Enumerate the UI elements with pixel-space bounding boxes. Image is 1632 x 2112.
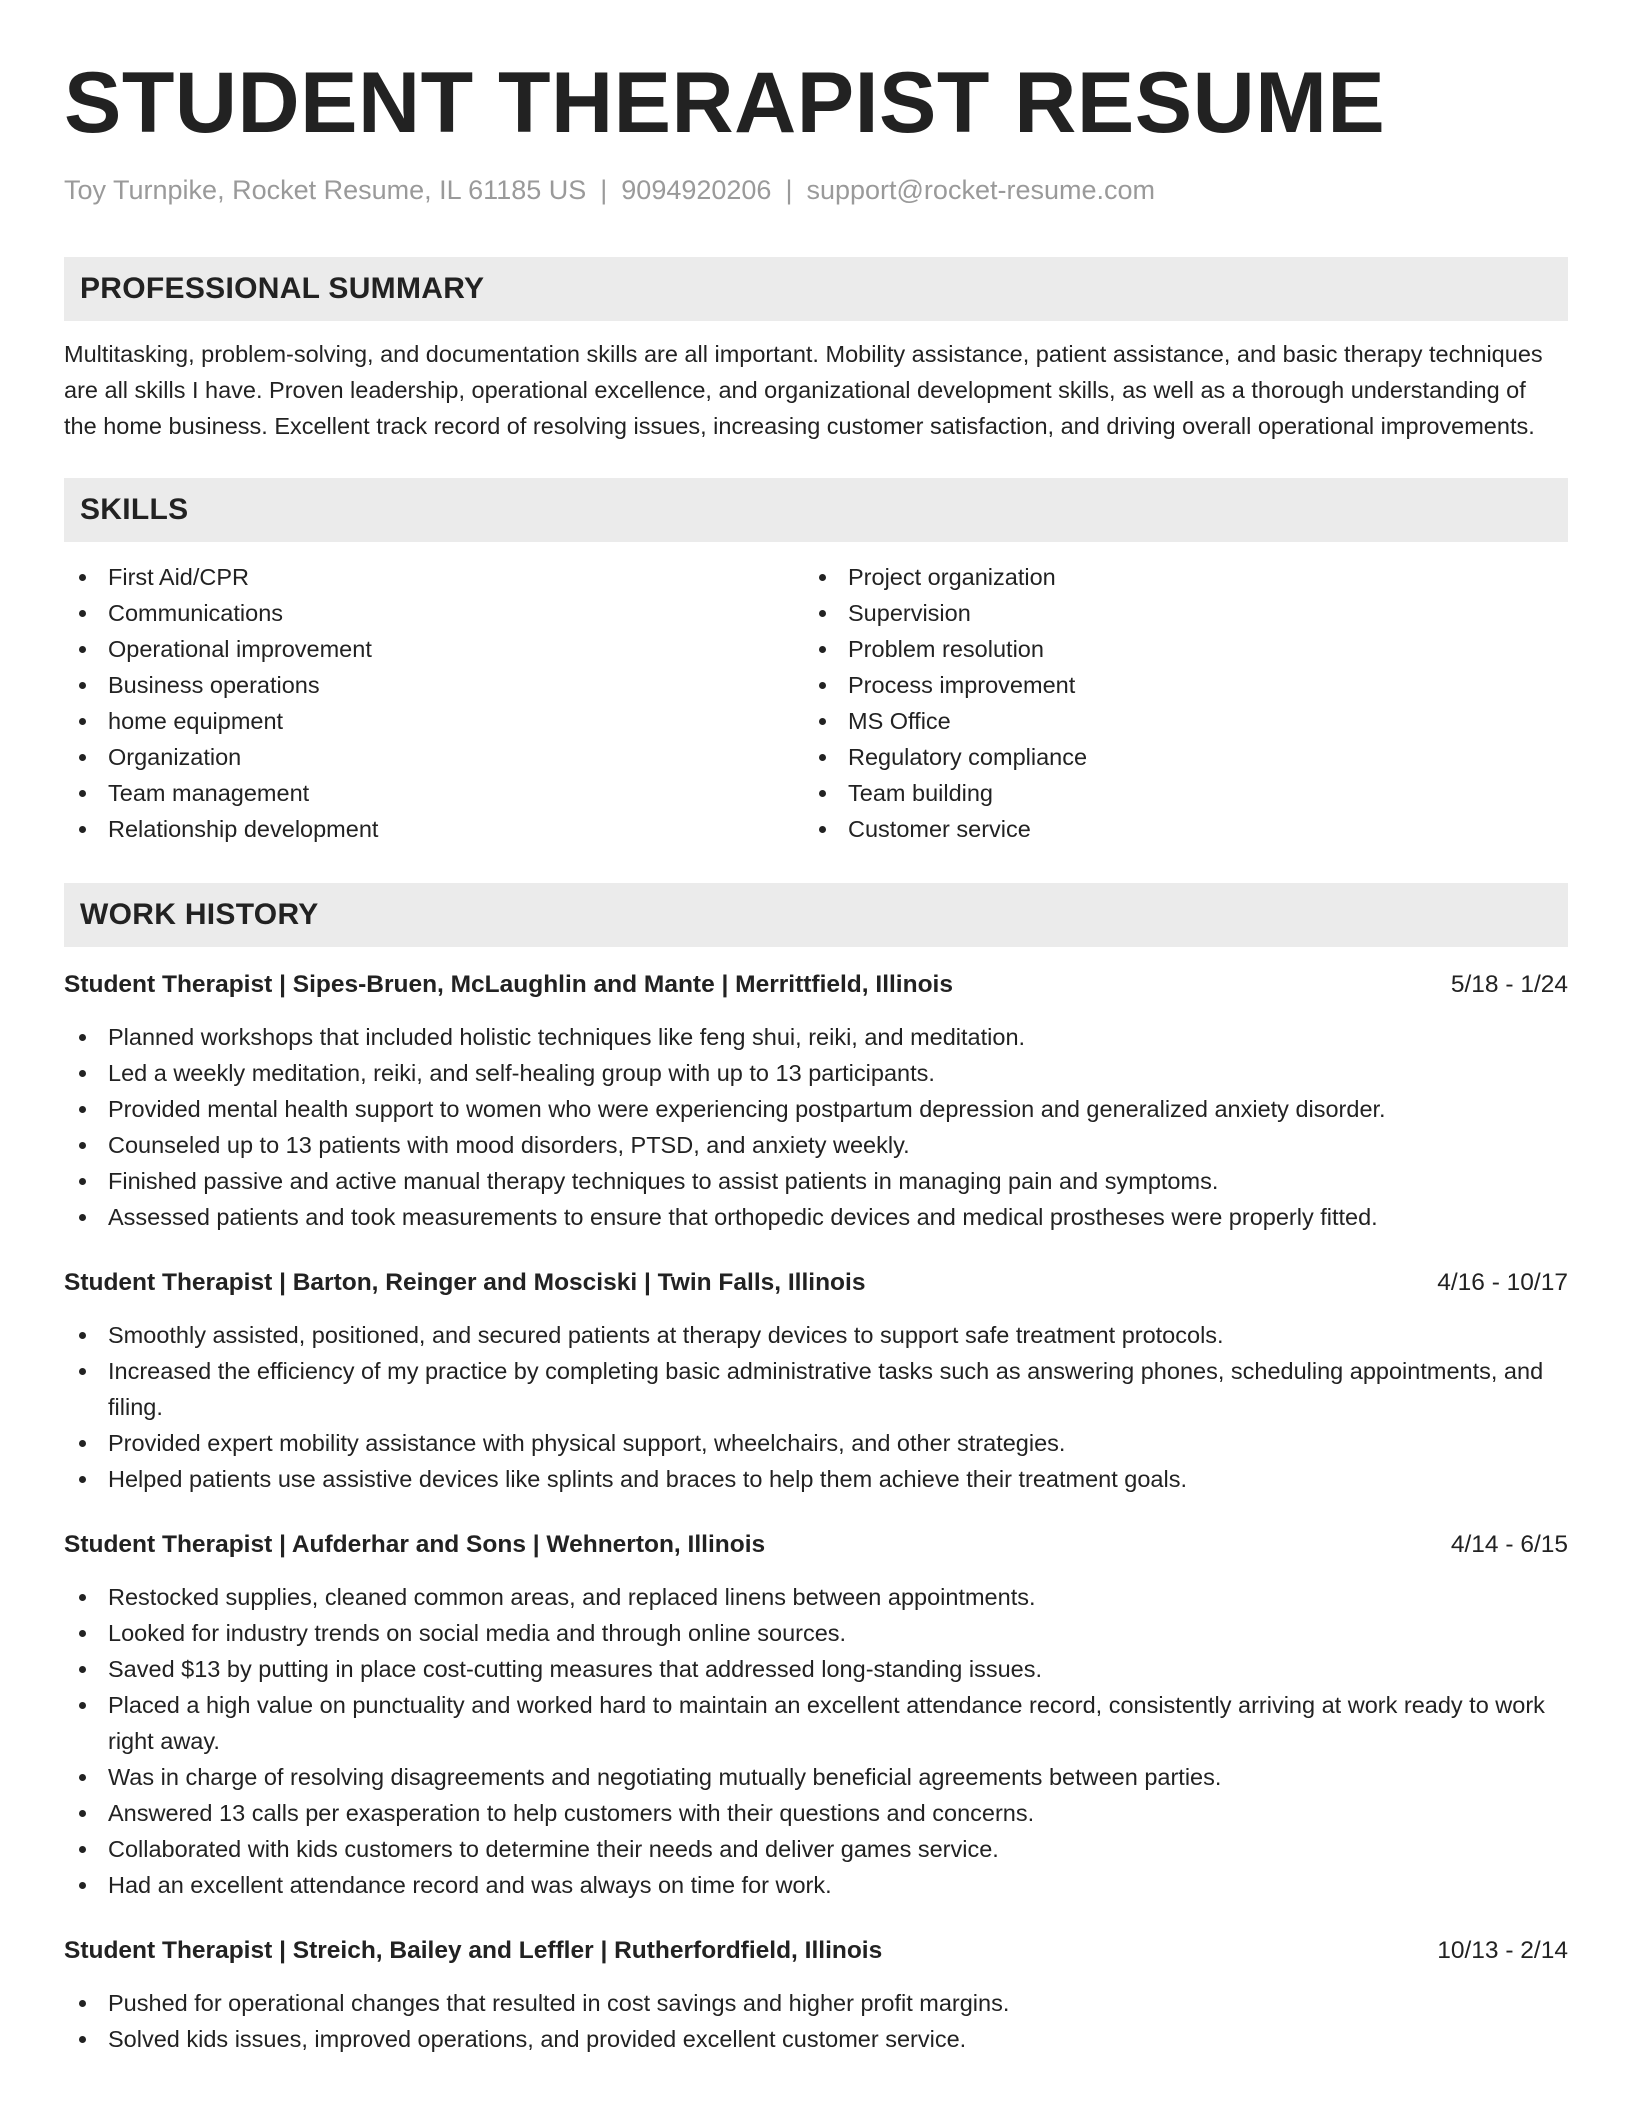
- job-entry: [64, 1527, 1568, 1903]
- skill-item: Regulatory compliance: [804, 739, 1544, 775]
- job-title: Student Therapist | Barton, Reinger and Mosciski | Twin Falls, Illinois: [64, 1269, 866, 1296]
- job-header: [64, 1527, 1568, 1563]
- skill-item: Relationship development: [64, 811, 804, 847]
- contact-line: [64, 172, 1568, 208]
- skill-item: home equipment: [64, 703, 804, 739]
- job-title: Student Therapist | Aufderhar and Sons | Wehnerton, Illinois: [64, 1531, 766, 1558]
- skill-item: Customer service: [804, 811, 1544, 847]
- skill-item: Process improvement: [804, 667, 1544, 703]
- job-bullet: Counseled up to 13 patients with mood disorders, PTSD, and anxiety weekly.: [64, 1127, 1568, 1163]
- skill-item: Organization: [64, 739, 804, 775]
- job-entry: [64, 1265, 1568, 1497]
- job-dates: 4/14 - 6/15: [1450, 1531, 1568, 1558]
- job-dates: 5/18 - 1/24: [1450, 971, 1568, 998]
- job-bullet: Looked for industry trends on social media and through online sources.: [64, 1615, 1568, 1651]
- skills-columns: [64, 559, 1568, 847]
- job-bullet: Restocked supplies, cleaned common areas, and replaced linens between appointments.: [64, 1579, 1568, 1615]
- job-entry: [64, 1933, 1568, 2057]
- job-bullet: Helped patients use assistive devices like splints and braces to help them achieve their treatment goals.: [64, 1461, 1568, 1497]
- skill-item: Supervision: [804, 595, 1544, 631]
- job-bullet: Saved $13 by putting in place cost-cutting measures that addressed long-standing issues.: [64, 1651, 1568, 1687]
- skill-item: Team building: [804, 775, 1544, 811]
- skill-item: Team management: [64, 775, 804, 811]
- work-history-heading: WORK HISTORY: [64, 883, 1568, 947]
- contact-separator: |: [785, 175, 793, 205]
- skill-item: Business operations: [64, 667, 804, 703]
- skill-item: Operational improvement: [64, 631, 804, 667]
- job-header: [64, 1265, 1568, 1301]
- job-bullet: Answered 13 calls per exasperation to help customers with their questions and concerns.: [64, 1795, 1568, 1831]
- job-dates: 10/13 - 2/14: [1437, 1937, 1568, 1964]
- job-dates: 4/16 - 10/17: [1437, 1269, 1568, 1296]
- skill-item: Communications: [64, 595, 804, 631]
- job-bullets: [64, 1019, 1568, 1235]
- job-bullet: Planned workshops that included holistic techniques like feng shui, reiki, and meditation.: [64, 1019, 1568, 1055]
- job-title: Student Therapist | Sipes-Bruen, McLaughlin and Mante | Merrittfield, Illinois: [64, 971, 953, 998]
- resume-title: STUDENT THERAPIST RESUME: [64, 55, 1386, 151]
- job-bullets: [64, 1985, 1568, 2057]
- job-header: [64, 1933, 1568, 1969]
- job-title: Student Therapist | Streich, Bailey and Leffler | Rutherfordfield, Illinois: [64, 1937, 883, 1964]
- job-bullets: [64, 1317, 1568, 1497]
- job-bullet: Collaborated with kids customers to determine their needs and deliver games service.: [64, 1831, 1568, 1867]
- job-bullets: [64, 1579, 1568, 1903]
- skills-heading: SKILLS: [64, 478, 1568, 542]
- job-bullet: Led a weekly meditation, reiki, and self-healing group with up to 13 participants.: [64, 1055, 1568, 1091]
- job-header: [64, 967, 1568, 1003]
- job-bullet: Provided mental health support to women who were experiencing postpartum depression and generalized anxiety disorder.: [64, 1091, 1568, 1127]
- job-bullet: Solved kids issues, improved operations, and provided excellent customer service.: [64, 2021, 1568, 2057]
- contact-phone: 9094920206: [621, 175, 772, 205]
- skill-item: First Aid/CPR: [64, 559, 804, 595]
- job-bullet: Was in charge of resolving disagreements and negotiating mutually beneficial agreements between parties.: [64, 1759, 1568, 1795]
- job-bullet: Pushed for operational changes that resulted in cost savings and higher profit margins.: [64, 1985, 1568, 2021]
- job-bullet: Placed a high value on punctuality and worked hard to maintain an excellent attendance record, consistently arriving at work ready to work right away.: [64, 1687, 1568, 1759]
- contact-separator: |: [600, 175, 608, 205]
- job-bullet: Provided expert mobility assistance with physical support, wheelchairs, and other strategies.: [64, 1425, 1568, 1461]
- summary-heading: PROFESSIONAL SUMMARY: [64, 257, 1568, 321]
- summary-text: Multitasking, problem-solving, and documentation skills are all important. Mobility assistance, patient assistance, and basic therapy techniques are all skills I have. Proven leadership, operational excellence, and organizational development skills, as well as a thorough understanding of the home business. Excellent track record of resolving issues, increasing customer satisfaction, and driving overall operational improvements.: [64, 341, 1543, 439]
- job-bullet: Smoothly assisted, positioned, and secured patients at therapy devices to support safe treatment protocols.: [64, 1317, 1568, 1353]
- contact-email: support@rocket-resume.com: [806, 175, 1155, 205]
- skill-item: Project organization: [804, 559, 1544, 595]
- skill-item: MS Office: [804, 703, 1544, 739]
- skill-item: Problem resolution: [804, 631, 1544, 667]
- job-bullet: Had an excellent attendance record and was always on time for work.: [64, 1867, 1568, 1903]
- job-bullet: Finished passive and active manual therapy techniques to assist patients in managing pain and symptoms.: [64, 1163, 1568, 1199]
- job-bullet: Assessed patients and took measurements to ensure that orthopedic devices and medical prostheses were properly fitted.: [64, 1199, 1568, 1235]
- skills-list-right: [804, 559, 1544, 847]
- job-bullet: Increased the efficiency of my practice by completing basic administrative tasks such as answering phones, scheduling appointments, and filing.: [64, 1353, 1568, 1425]
- contact-address: Toy Turnpike, Rocket Resume, IL 61185 US: [64, 175, 587, 205]
- skills-list-left: [64, 559, 804, 847]
- job-entry: [64, 967, 1568, 1235]
